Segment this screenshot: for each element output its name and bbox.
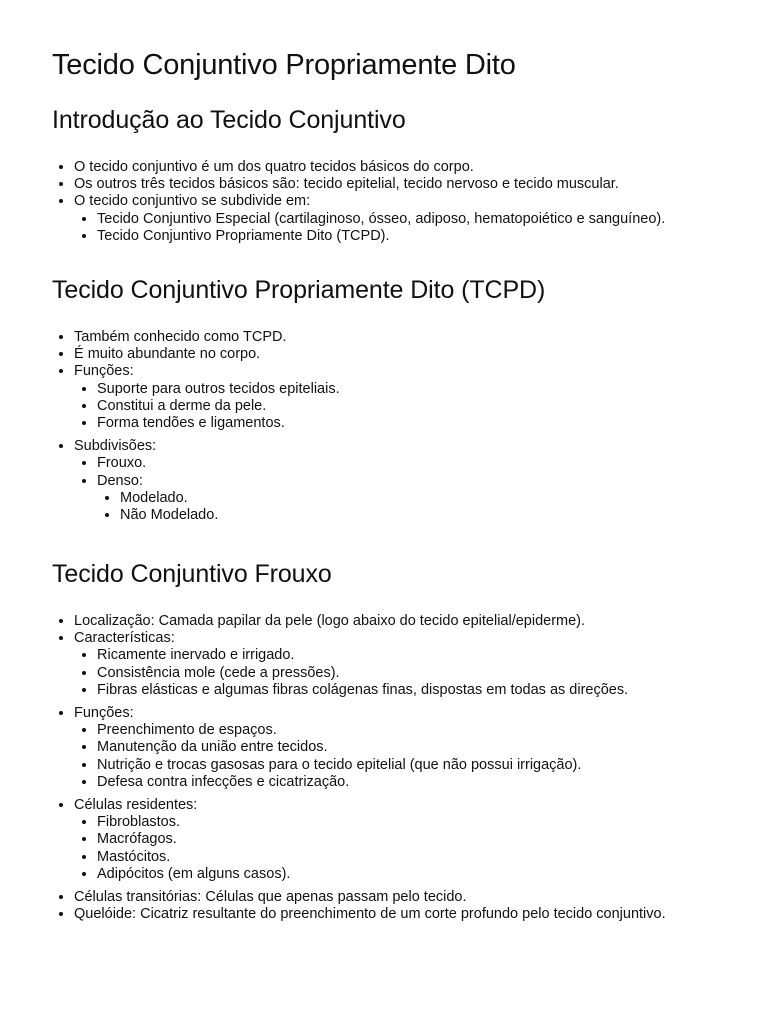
sublist-item: • Adipócitos (em alguns casos). (97, 866, 768, 883)
sublist-item: • Constitui a derme da pele. (97, 398, 768, 415)
list-item: • Localização: Camada papilar da pele (logo abaixo do tecido epitelial/epiderme). (74, 613, 768, 630)
sublist (74, 722, 768, 791)
intro-list (52, 159, 768, 245)
sublist-item: • Preenchimento de espaços. (97, 722, 768, 739)
sublist (74, 647, 768, 699)
sublist-item: • Tecido Conjuntivo Especial (cartilaginoso, ósseo, adiposo, hematopoiético e sanguíneo). (97, 211, 768, 228)
sublist-item: • Forma tendões e ligamentos. (97, 415, 768, 432)
list-item: • Células transitórias: Células que apenas passam pelo tecido. (74, 889, 768, 906)
sublist-item: • Mastócitos. (97, 849, 768, 866)
sublist-item: • Defesa contra infecções e cicatrização. (97, 774, 768, 791)
sublist-item: • Não Modelado. (120, 507, 768, 524)
section-heading-intro: Introdução ao Tecido Conjuntivo (52, 106, 406, 134)
frouxo-list (52, 613, 768, 923)
section-heading-frouxo: Tecido Conjuntivo Frouxo (52, 560, 332, 588)
sublist-item: • Denso: • Modelado. • Não Modelado. (97, 473, 768, 525)
sublist (74, 211, 768, 245)
list-item: • Células residentes: • Fibroblastos. • Macrófagos. • Mastócitos. • Adipócitos (em alguns casos). (74, 797, 768, 883)
list-item: • É muito abundante no corpo. (74, 346, 768, 363)
sublist (74, 381, 768, 433)
list-item: • O tecido conjuntivo é um dos quatro tecidos básicos do corpo. (74, 159, 768, 176)
list-item: • O tecido conjuntivo se subdivide em: • Tecido Conjuntivo Especial (cartilaginoso, ósseo, adiposo, hematopoiético e sanguíneo). • Tecido Conjuntivo Propriamente Dito (TCPD). (74, 193, 768, 245)
page-title: Tecido Conjuntivo Propriamente Dito (52, 49, 516, 81)
sublist (74, 814, 768, 883)
list-item: • Funções: • Preenchimento de espaços. • Manutenção da união entre tecidos. • Nutrição e trocas gasosas para o tecido epitelial (que não possui irrigação). • Defesa contra infecções e cicatrização. (74, 705, 768, 791)
sublist-item: • Nutrição e trocas gasosas para o tecido epitelial (que não possui irrigação). (97, 757, 768, 774)
sublist-item: • Consistência mole (cede a pressões). (97, 665, 768, 682)
sublist (74, 455, 768, 524)
sublist-item: • Suporte para outros tecidos epiteliais. (97, 381, 768, 398)
list-item: • Os outros três tecidos básicos são: tecido epitelial, tecido nervoso e tecido muscular. (74, 176, 768, 193)
list-item: • Subdivisões: • Frouxo. • Denso: • Modelado. • Não Modelado. (74, 438, 768, 524)
sublist-item: • Macrófagos. (97, 831, 768, 848)
tcpd-list (52, 329, 768, 524)
list-item: • Funções: • Suporte para outros tecidos epiteliais. • Constitui a derme da pele. • Forma tendões e ligamentos. (74, 363, 768, 432)
list-item: • Quelóide: Cicatriz resultante do preenchimento de um corte profundo pelo tecido conjuntivo. (74, 906, 768, 923)
list-item: • Também conhecido como TCPD. (74, 329, 768, 346)
sublist-item: • Modelado. (120, 490, 768, 507)
sublist-item: • Manutenção da união entre tecidos. (97, 739, 768, 756)
sublist-item: • Tecido Conjuntivo Propriamente Dito (TCPD). (97, 228, 768, 245)
sublist-item: • Fibras elásticas e algumas fibras colágenas finas, dispostas em todas as direções. (97, 682, 768, 699)
sublist (97, 490, 768, 524)
sublist-item: • Frouxo. (97, 455, 768, 472)
section-heading-tcpd: Tecido Conjuntivo Propriamente Dito (TCPD) (52, 276, 546, 304)
sublist-item: • Fibroblastos. (97, 814, 768, 831)
list-item: • Características: • Ricamente inervado e irrigado. • Consistência mole (cede a pressões). • Fibras elásticas e algumas fibras colágenas finas, dispostas em todas as direções. (74, 630, 768, 699)
sublist-item: • Ricamente inervado e irrigado. (97, 647, 768, 664)
